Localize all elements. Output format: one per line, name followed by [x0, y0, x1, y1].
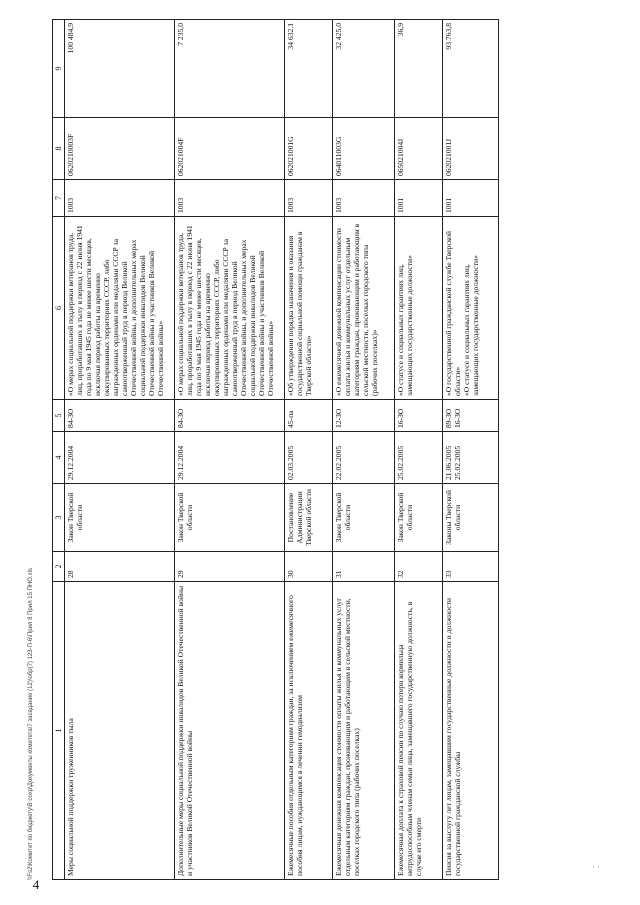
- budget-code: 062021001G: [285, 118, 333, 180]
- act-date: 29.12.2004: [65, 432, 175, 484]
- act-type: Закон Тверской области: [395, 484, 443, 552]
- row-number: 28: [65, 552, 175, 582]
- act-title: «О мерах социальной поддержки ветеранов труда, лиц, проработавших в тылу в период с 22 июня 1941 года по 9 мая 1945 года не менее шести месяцев, исключая период работы на временно оккупированных территориях СССР, либо награжденных орденами или медалями СССР за самоотверженный труд в период Великой Отечественной войны, и дополнительных мерах социальной поддержки инвалидов Великой Отечественной войны и участников Великой Отечественной войны»: [65, 217, 175, 400]
- budget-section: 1003: [65, 180, 175, 217]
- amount: 36,9: [395, 20, 443, 118]
- act-title: «О ежемесячной денежной компенсации стоимости оплаты жилья и коммунальных услуг отдельным категориям граждан, проживающим и работающим в сельской местности, поселках городского типа (рабочих поселках)»: [333, 217, 395, 400]
- row-number: 30: [285, 552, 333, 582]
- col-header: 4: [53, 432, 65, 484]
- budget-code: 062021004F: [175, 118, 285, 180]
- act-title: «О мерах социальной поддержки ветеранов труда, лиц, проработавших в тылу в период с 22 июня 1941 года по 9 мая 1945 года не менее шести месяцев, исключая период работы на временно оккупированных территориях СССР, либо награжденных орденами или медалями СССР за самоотверженный труд в период Великой Отечественной войны, и дополнительных мерах социальной поддержки инвалидов Великой Отечественной войны и участников Великой Отечественной войны»: [175, 217, 285, 400]
- act-date: 29.12.2004: [175, 432, 285, 484]
- act-title: «О статусе и социальных гарантиях лиц, замещающих государственные должности»: [395, 217, 443, 400]
- document-sheet: [32, 20, 520, 892]
- measure-name: Ежемесячная денежная компенсация стоимости оплаты жилья и коммунальных услуг отдельным категориям граждан, проживающим и работающим в сельской местности, поселках городского типа (рабочих поселках): [333, 582, 395, 880]
- act-title: «О государственной гражданской службе Тверской области» «О статусе и социальных гарантиях лиц, замещающих государственные должности»: [443, 217, 499, 400]
- budget-code: 0620210003F: [65, 118, 175, 180]
- col-header: 6: [53, 217, 65, 400]
- budget-code: 065021004J: [395, 118, 443, 180]
- act-title: «Об утверждении порядка назначения и оказания государственной социальной помощи гражданам в Тверской области»: [285, 217, 333, 400]
- column-numbers-row: [53, 20, 65, 880]
- measure-name: Ежемесячная доплата к страховой пенсии по случаю потери кормильца нетрудоспособным членам семьи лица, замещавшего государственную должность, в случае его смерти: [395, 582, 443, 880]
- col-header: 7: [53, 180, 65, 217]
- budget-section: 1003: [175, 180, 285, 217]
- act-date: 02.03.2005: [285, 432, 333, 484]
- measure-name: Дополнительные меры социальной поддержки инвалидов Великой Отечественной войны и участников Великой Отечественной войны: [175, 582, 285, 880]
- table-row: [285, 20, 333, 880]
- budget-section: 1003: [285, 180, 333, 217]
- budget-code: 064011003G: [333, 118, 395, 180]
- col-header: 8: [53, 118, 65, 180]
- amount: 93 763,8: [443, 20, 499, 118]
- budget-code: 062021001J: [443, 118, 499, 180]
- scan-mark: · ·: [592, 862, 601, 872]
- file-path-footer: \\Fs2\Комитет по бюджету\В сохр\Документы комитета\7 заседание (12)\обр(7) 123-П-6\Прил 8 Прил 15 ПНО.xls: [28, 568, 34, 880]
- act-number: 45-па: [285, 400, 333, 432]
- col-header: 1: [53, 582, 65, 880]
- budget-section: 1001: [443, 180, 499, 217]
- amount: 32 425,0: [333, 20, 395, 118]
- row-number: 32: [395, 552, 443, 582]
- act-type: Закон Тверской области: [65, 484, 175, 552]
- amount: 7 235,0: [175, 20, 285, 118]
- col-header: 9: [53, 20, 65, 118]
- budget-section: 1001: [395, 180, 443, 217]
- act-number: 12-ЗО: [333, 400, 395, 432]
- row-number: 29: [175, 552, 285, 582]
- table-row: [333, 20, 395, 880]
- measure-name: Ежемесячные пособия отдельным категориям граждан, за исключением ежемесячного пособия лицам, нуждающимся в лечении гемодиализом: [285, 582, 333, 880]
- table-row: [65, 20, 175, 880]
- act-type: Закон Тверской области: [333, 484, 395, 552]
- amount: 100 484,9: [65, 20, 175, 118]
- row-number: 33: [443, 552, 499, 582]
- act-date: 22.02.2005: [333, 432, 395, 484]
- row-number: 31: [333, 552, 395, 582]
- budget-section: 1003: [333, 180, 395, 217]
- act-date: 21.06.2005 25.02.2005: [443, 432, 499, 484]
- amount: 34 632,1: [285, 20, 333, 118]
- table-row: [395, 20, 443, 880]
- act-number: 16-ЗО: [395, 400, 443, 432]
- page-number: 4: [32, 876, 40, 892]
- table-row: [443, 20, 499, 880]
- col-header: 5: [53, 400, 65, 432]
- measure-name: Пенсия за выслугу лет лицам, замещавшим государственные должности и должности государственной гражданской службы: [443, 582, 499, 880]
- measure-name: Меры социальной поддержки труженников тыла: [65, 582, 175, 880]
- act-type: Постановление Администрации Тверской области: [285, 484, 333, 552]
- legal-acts-table: [52, 19, 499, 880]
- act-number: 84-ЗО: [65, 400, 175, 432]
- act-number: 84-ЗО: [175, 400, 285, 432]
- act-type: Закон Тверской области: [175, 484, 285, 552]
- act-number: 89-ЗО 16-ЗО: [443, 400, 499, 432]
- col-header: 3: [53, 484, 65, 552]
- col-header: 2: [53, 552, 65, 582]
- act-type: Законы Тверской области: [443, 484, 499, 552]
- table-row: [175, 20, 285, 880]
- act-date: 25.02.2005: [395, 432, 443, 484]
